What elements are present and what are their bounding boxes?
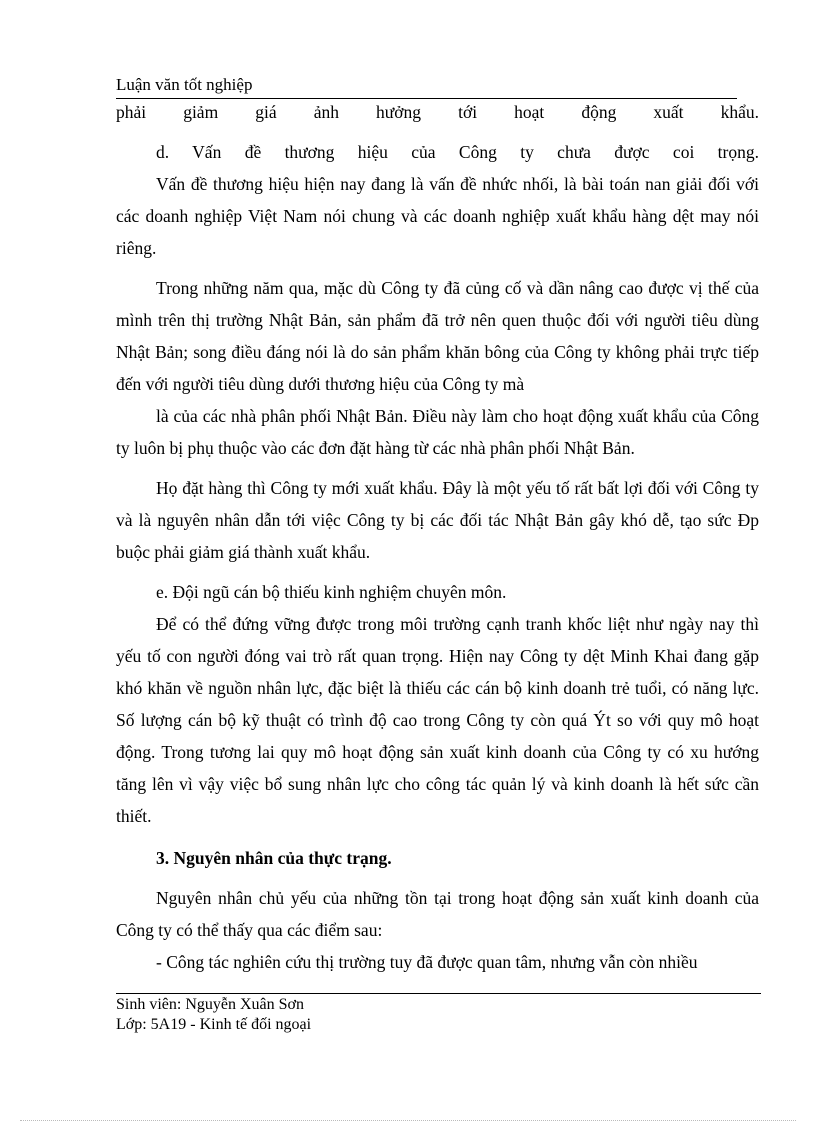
paragraph: là của các nhà phân phối Nhật Bản. Điều này làm cho hoạt động xuất khẩu của Công ty luôn bị phụ thuộc vào các đơn đặt hàng từ các nhà phân phối Nhật Bản. [116, 406, 759, 458]
footer-student: Sinh viên: Nguyễn Xuân Sơn [116, 996, 305, 1013]
page-boundary [20, 1120, 796, 1121]
section-heading-3: 3. Nguyên nhân của thực trạng. [156, 848, 392, 868]
paragraph: Trong những năm qua, mặc dù Công ty đã củng cố và dần nâng cao được vị thế của mình trên thị trường Nhật Bản, sản phẩm đã trở nên quen thuộc đối với người tiêu dùng Nhật Bản; song điều đáng nói là do sản phẩm khăn bông của Công ty không phải trực tiếp đến với người tiêu dùng dưới thương hiệu của Công ty mà [116, 278, 759, 394]
running-header: Luận văn tốt nghiệp [116, 75, 253, 94]
paragraph: phải giảm giá ảnh hưởng tới hoạt động xuất khẩu. [116, 102, 759, 122]
section-heading-d: d. Vấn đề thương hiệu của Công ty chưa được coi trọng. [156, 142, 759, 162]
running-footer [116, 995, 311, 1035]
paragraph: Nguyên nhân chủ yếu của những tồn tại trong hoạt động sản xuất kinh doanh của Công ty có thể thấy qua các điểm sau: [116, 888, 759, 940]
paragraph: Để có thể đứng vững được trong môi trường cạnh tranh khốc liệt như ngày nay thì yếu tố con người đóng vai trò rất quan trọng. Hiện nay Công ty dệt Minh Khai đang gặp khó khăn về nguồn nhân lực, đặc biệt là thiếu các cán bộ kinh doanh trẻ tuổi, có năng lực. Số lượng cán bộ kỹ thuật có trình độ cao trong Công ty còn quá Ýt so với quy mô hoạt động. Trong tương lai quy mô hoạt động sản xuất kinh doanh của Công ty có xu hướng tăng lên vì vậy việc bổ sung nhân lực cho công tác quản lý và kinh doanh là hết sức cần thiết. [116, 614, 759, 826]
footer-class: Lớp: 5A19 - Kinh tế đối ngoại [116, 1016, 312, 1033]
document-body [116, 96, 759, 978]
paragraph: Vấn đề thương hiệu hiện nay đang là vấn đề nhức nhối, là bài toán nan giải đối với các doanh nghiệp Việt Nam nói chung và các doanh nghiệp xuất khẩu hàng dệt may nói riêng. [116, 174, 759, 258]
paragraph: Họ đặt hàng thì Công ty mới xuất khẩu. Đây là một yếu tố rất bất lợi đối với Công ty và là nguyên nhân dẫn tới việc Công ty bị các đối tác Nhật Bản gây khó dễ, tạo sức Đp buộc phải giảm giá thành xuất khẩu. [116, 478, 759, 562]
footer-rule [116, 993, 761, 994]
section-heading-e: e. Đội ngũ cán bộ thiếu kinh nghiệm chuyên môn. [156, 582, 507, 602]
paragraph: - Công tác nghiên cứu thị trường tuy đã được quan tâm, nhưng vẫn còn nhiều [156, 952, 698, 972]
